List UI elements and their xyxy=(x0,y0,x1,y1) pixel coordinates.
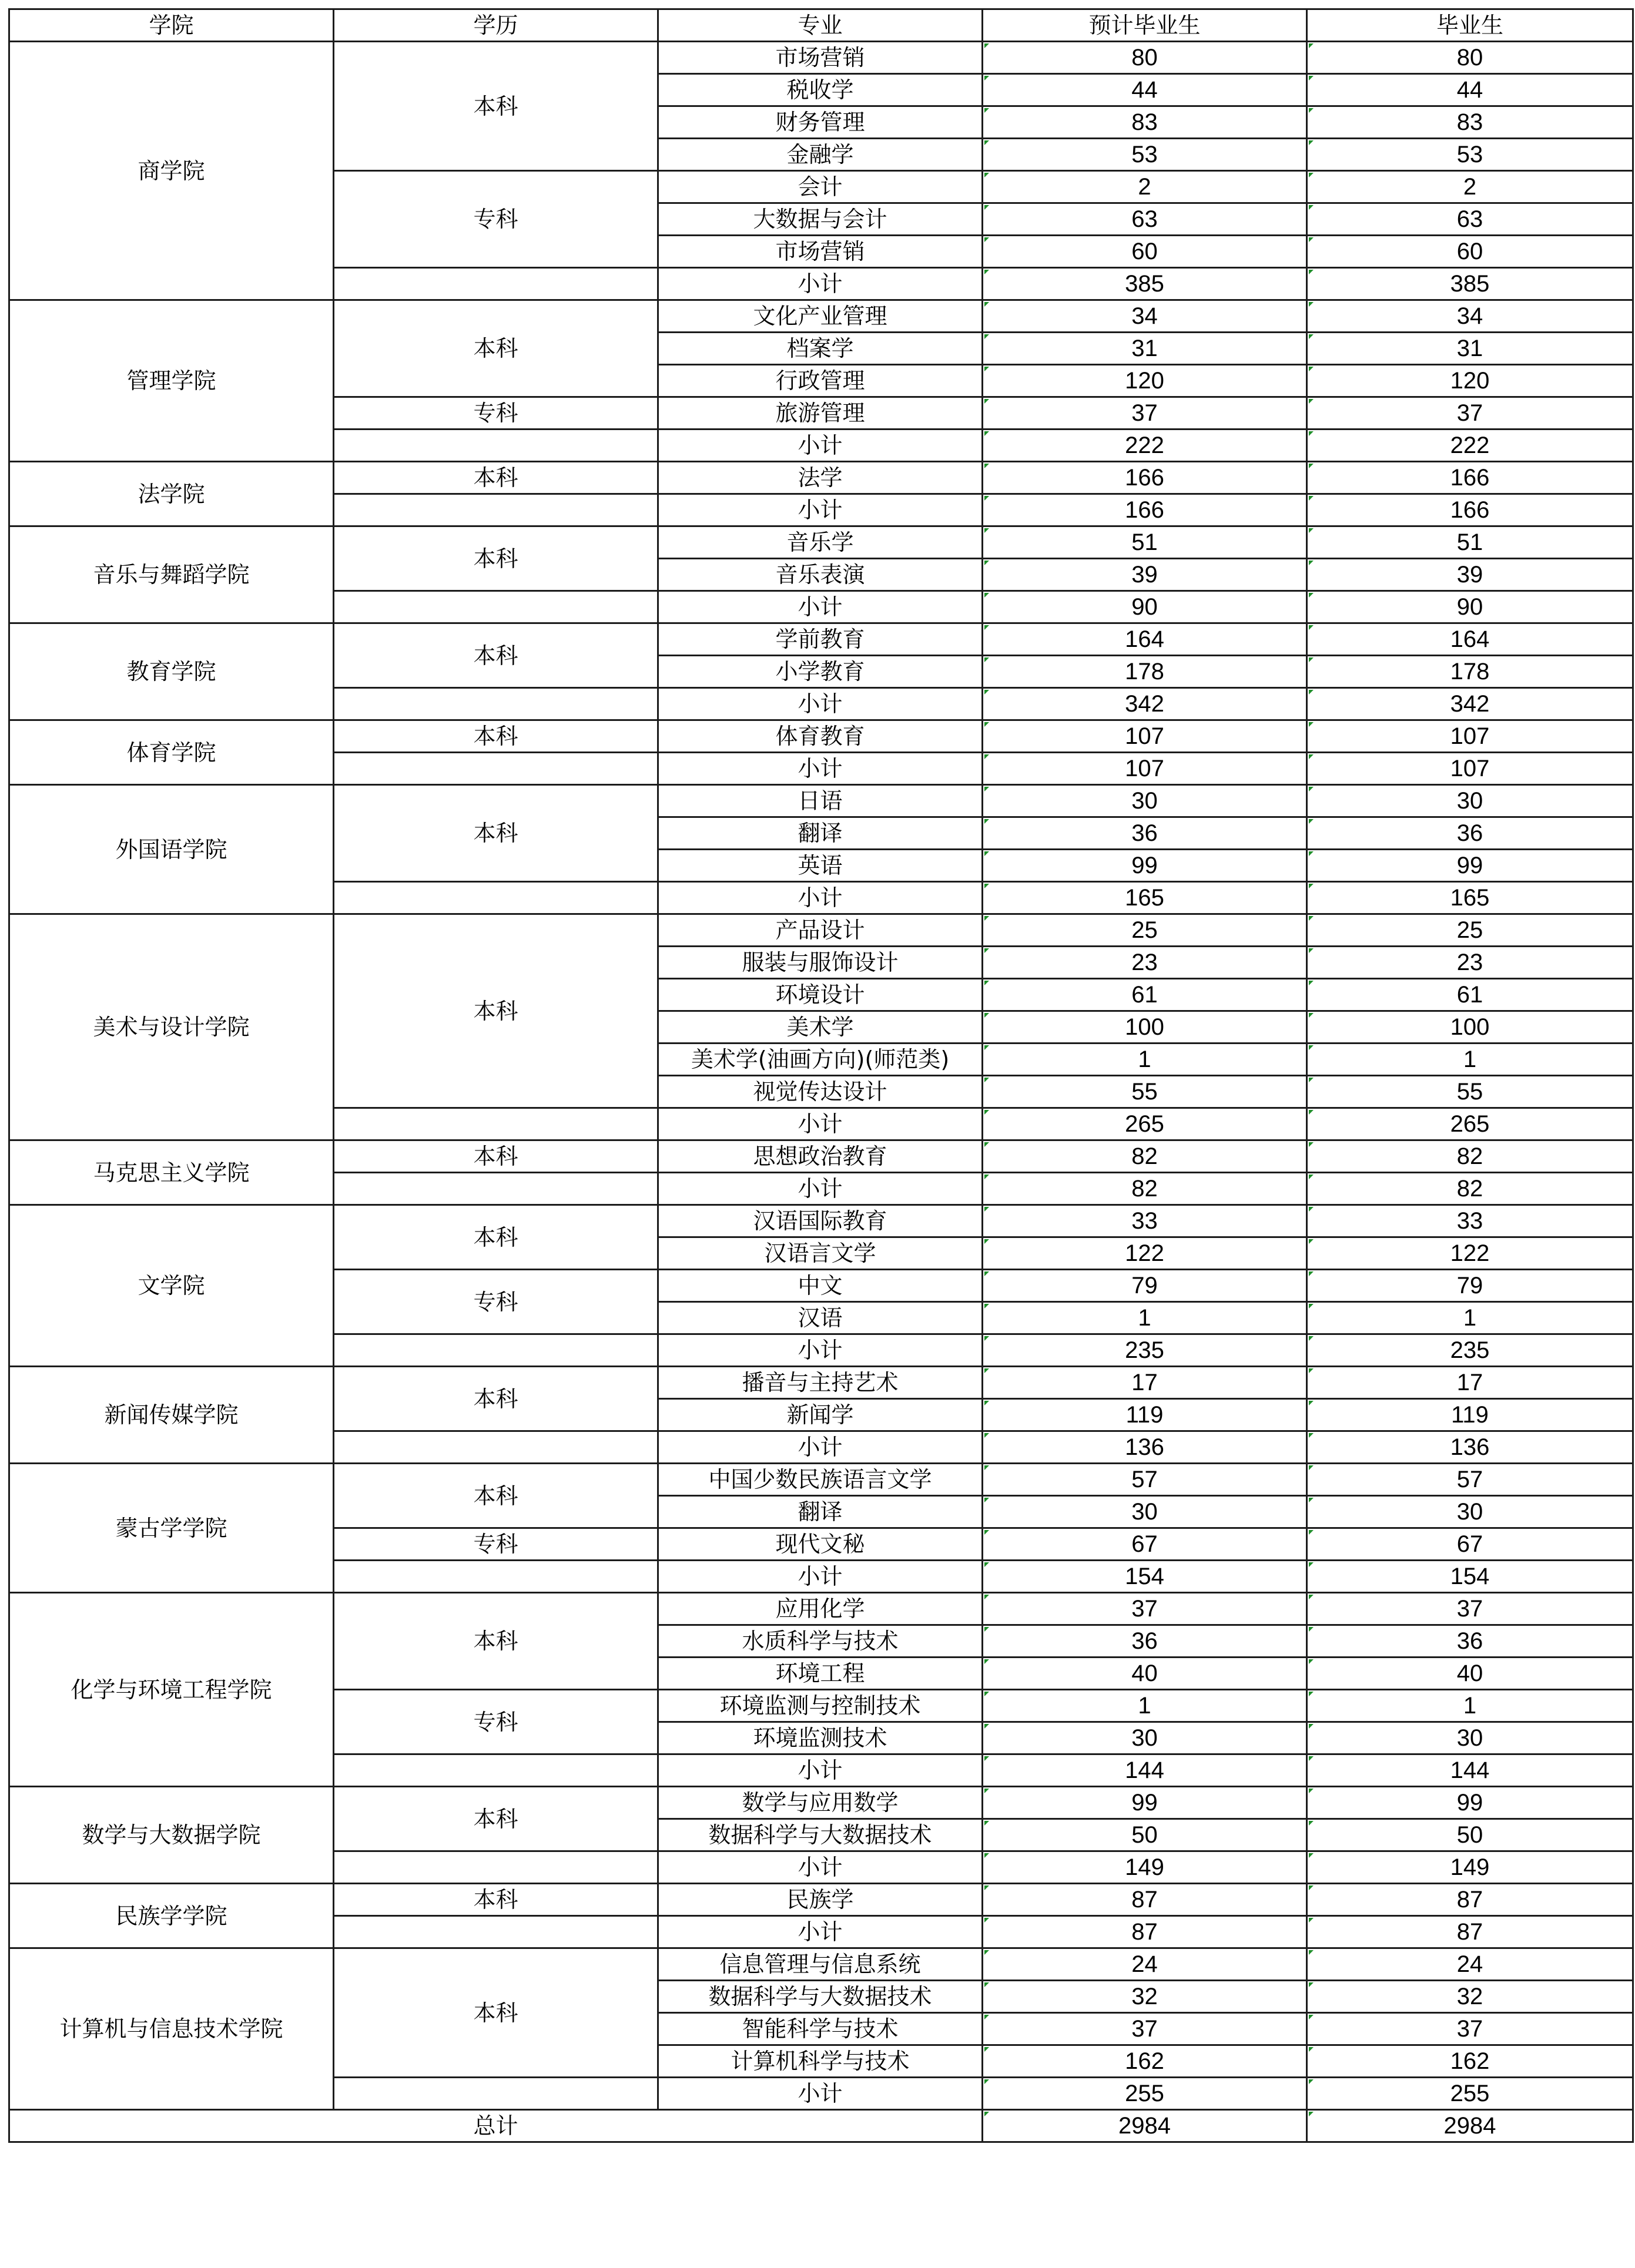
level-cell[interactable]: 本科 xyxy=(334,1948,658,2078)
actual-cell[interactable]: 82 xyxy=(1307,1140,1633,1173)
subtotal-expected[interactable]: 166 xyxy=(983,494,1307,526)
actual-cell[interactable]: 30 xyxy=(1307,785,1633,817)
table-row xyxy=(9,785,1633,817)
level-cell[interactable]: 专科 xyxy=(334,1270,658,1334)
actual-cell[interactable]: 25 xyxy=(1307,914,1633,947)
college-cell[interactable]: 教育学院 xyxy=(9,623,334,720)
major-cell[interactable]: 产品设计 xyxy=(658,914,983,947)
expected-cell[interactable]: 57 xyxy=(983,1464,1307,1496)
actual-cell[interactable]: 55 xyxy=(1307,1076,1633,1108)
expected-cell[interactable]: 34 xyxy=(983,300,1307,333)
expected-cell[interactable]: 39 xyxy=(983,559,1307,591)
expected-cell[interactable]: 17 xyxy=(983,1367,1307,1399)
level-cell[interactable]: 专科 xyxy=(334,1690,658,1754)
expected-cell[interactable]: 36 xyxy=(983,817,1307,850)
actual-cell[interactable]: 36 xyxy=(1307,817,1633,850)
major-cell[interactable]: 思想政治教育 xyxy=(658,1140,983,1173)
expected-cell[interactable]: 79 xyxy=(983,1270,1307,1302)
subtotal-level-cell[interactable] xyxy=(334,882,658,914)
level-cell[interactable]: 本科 xyxy=(334,1593,658,1690)
major-cell[interactable]: 播音与主持艺术 xyxy=(658,1367,983,1399)
major-cell[interactable]: 服装与服饰设计 xyxy=(658,947,983,979)
major-cell[interactable]: 民族学 xyxy=(658,1884,983,1916)
subtotal-expected[interactable]: 144 xyxy=(983,1754,1307,1787)
college-cell[interactable]: 化学与环境工程学院 xyxy=(9,1593,334,1787)
actual-cell[interactable]: 87 xyxy=(1307,1884,1633,1916)
major-cell[interactable]: 音乐表演 xyxy=(658,559,983,591)
major-cell[interactable]: 学前教育 xyxy=(658,623,983,656)
major-cell[interactable]: 汉语言文学 xyxy=(658,1237,983,1270)
actual-cell[interactable]: 83 xyxy=(1307,106,1633,139)
total-expected[interactable]: 2984 xyxy=(983,2110,1307,2142)
expected-cell[interactable]: 166 xyxy=(983,462,1307,494)
subtotal-label[interactable]: 小计 xyxy=(658,1851,983,1884)
subtotal-actual[interactable]: 165 xyxy=(1307,882,1633,914)
major-cell[interactable]: 音乐学 xyxy=(658,526,983,559)
college-cell[interactable]: 外国语学院 xyxy=(9,785,334,914)
actual-cell[interactable]: 53 xyxy=(1307,139,1633,171)
subtotal-level-cell[interactable] xyxy=(334,591,658,623)
expected-cell[interactable]: 82 xyxy=(983,1140,1307,1173)
header-major[interactable]: 专业 xyxy=(658,9,983,42)
actual-cell[interactable]: 23 xyxy=(1307,947,1633,979)
actual-cell[interactable]: 57 xyxy=(1307,1464,1633,1496)
major-cell[interactable]: 环境监测与控制技术 xyxy=(658,1690,983,1722)
subtotal-expected[interactable]: 87 xyxy=(983,1916,1307,1948)
subtotal-level-cell[interactable] xyxy=(334,1851,658,1884)
subtotal-actual[interactable]: 154 xyxy=(1307,1561,1633,1593)
subtotal-level-cell[interactable] xyxy=(334,1431,658,1464)
level-cell[interactable]: 专科 xyxy=(334,171,658,268)
actual-cell[interactable]: 178 xyxy=(1307,656,1633,688)
expected-cell[interactable]: 24 xyxy=(983,1948,1307,1981)
major-cell[interactable]: 英语 xyxy=(658,850,983,882)
subtotal-label[interactable]: 小计 xyxy=(658,1754,983,1787)
subtotal-level-cell[interactable] xyxy=(334,2078,658,2110)
table-row xyxy=(9,526,1633,559)
actual-cell[interactable]: 51 xyxy=(1307,526,1633,559)
major-cell[interactable]: 汉语 xyxy=(658,1302,983,1334)
subtotal-level-cell[interactable] xyxy=(334,430,658,462)
actual-cell[interactable]: 107 xyxy=(1307,720,1633,753)
major-cell[interactable]: 财务管理 xyxy=(658,106,983,139)
major-cell[interactable]: 环境设计 xyxy=(658,979,983,1011)
expected-cell[interactable]: 31 xyxy=(983,333,1307,365)
level-cell[interactable]: 本科 xyxy=(334,1787,658,1851)
actual-cell[interactable]: 33 xyxy=(1307,1205,1633,1237)
table-row xyxy=(9,914,1633,947)
subtotal-expected[interactable]: 165 xyxy=(983,882,1307,914)
college-cell[interactable]: 文学院 xyxy=(9,1205,334,1367)
actual-cell[interactable]: 99 xyxy=(1307,1787,1633,1819)
expected-cell[interactable]: 55 xyxy=(983,1076,1307,1108)
table-row xyxy=(9,1593,1633,1625)
subtotal-level-cell[interactable] xyxy=(334,1108,658,1140)
expected-cell[interactable]: 37 xyxy=(983,2013,1307,2045)
expected-cell[interactable]: 87 xyxy=(983,1884,1307,1916)
header-college[interactable]: 学院 xyxy=(9,9,334,42)
expected-cell[interactable]: 44 xyxy=(983,74,1307,106)
subtotal-label[interactable]: 小计 xyxy=(658,1334,983,1367)
subtotal-label[interactable]: 小计 xyxy=(658,688,983,720)
subtotal-label[interactable]: 小计 xyxy=(658,753,983,785)
expected-cell[interactable]: 162 xyxy=(983,2045,1307,2078)
total-actual[interactable]: 2984 xyxy=(1307,2110,1633,2142)
level-cell[interactable]: 本科 xyxy=(334,785,658,882)
level-cell[interactable]: 本科 xyxy=(334,1140,658,1173)
actual-cell[interactable]: 1 xyxy=(1307,1690,1633,1722)
major-cell[interactable]: 大数据与会计 xyxy=(658,203,983,236)
level-cell[interactable]: 本科 xyxy=(334,300,658,397)
subtotal-label[interactable]: 小计 xyxy=(658,1108,983,1140)
subtotal-label[interactable]: 小计 xyxy=(658,430,983,462)
actual-cell[interactable]: 61 xyxy=(1307,979,1633,1011)
expected-cell[interactable]: 50 xyxy=(983,1819,1307,1851)
actual-cell[interactable]: 37 xyxy=(1307,397,1633,430)
subtotal-expected[interactable]: 149 xyxy=(983,1851,1307,1884)
subtotal-label[interactable]: 小计 xyxy=(658,591,983,623)
expected-cell[interactable]: 32 xyxy=(983,1981,1307,2013)
expected-cell[interactable]: 25 xyxy=(983,914,1307,947)
expected-cell[interactable]: 2 xyxy=(983,171,1307,203)
level-cell[interactable]: 本科 xyxy=(334,526,658,591)
subtotal-expected[interactable]: 385 xyxy=(983,268,1307,300)
expected-cell[interactable]: 119 xyxy=(983,1399,1307,1431)
actual-cell[interactable]: 40 xyxy=(1307,1658,1633,1690)
table-body xyxy=(9,42,1633,2110)
level-cell[interactable]: 专科 xyxy=(334,397,658,430)
actual-cell[interactable]: 30 xyxy=(1307,1722,1633,1754)
expected-cell[interactable]: 30 xyxy=(983,1722,1307,1754)
major-cell[interactable]: 中国少数民族语言文学 xyxy=(658,1464,983,1496)
major-cell[interactable]: 会计 xyxy=(658,171,983,203)
actual-cell[interactable]: 60 xyxy=(1307,236,1633,268)
major-cell[interactable]: 环境监测技术 xyxy=(658,1722,983,1754)
expected-cell[interactable]: 30 xyxy=(983,785,1307,817)
expected-cell[interactable]: 60 xyxy=(983,236,1307,268)
major-cell[interactable]: 金融学 xyxy=(658,139,983,171)
major-cell[interactable]: 数据科学与大数据技术 xyxy=(658,1819,983,1851)
subtotal-expected[interactable]: 107 xyxy=(983,753,1307,785)
major-cell[interactable]: 美术学(油画方向)(师范类) xyxy=(658,1044,983,1076)
college-cell[interactable]: 体育学院 xyxy=(9,720,334,785)
expected-cell[interactable]: 51 xyxy=(983,526,1307,559)
level-cell[interactable]: 本科 xyxy=(334,1367,658,1431)
subtotal-expected[interactable]: 222 xyxy=(983,430,1307,462)
subtotal-actual[interactable]: 265 xyxy=(1307,1108,1633,1140)
expected-cell[interactable]: 36 xyxy=(983,1625,1307,1658)
expected-cell[interactable]: 1 xyxy=(983,1302,1307,1334)
expected-cell[interactable]: 23 xyxy=(983,947,1307,979)
subtotal-expected[interactable]: 255 xyxy=(983,2078,1307,2110)
table-row xyxy=(9,1140,1633,1173)
college-cell[interactable]: 马克思主义学院 xyxy=(9,1140,334,1205)
header-level[interactable]: 学历 xyxy=(334,9,658,42)
actual-cell[interactable]: 44 xyxy=(1307,74,1633,106)
actual-cell[interactable]: 30 xyxy=(1307,1496,1633,1528)
expected-cell[interactable]: 61 xyxy=(983,979,1307,1011)
expected-cell[interactable]: 37 xyxy=(983,397,1307,430)
major-cell[interactable]: 数学与应用数学 xyxy=(658,1787,983,1819)
major-cell[interactable]: 环境工程 xyxy=(658,1658,983,1690)
college-cell[interactable]: 民族学学院 xyxy=(9,1884,334,1948)
college-cell[interactable]: 蒙古学学院 xyxy=(9,1464,334,1593)
major-cell[interactable]: 数据科学与大数据技术 xyxy=(658,1981,983,2013)
subtotal-actual[interactable]: 342 xyxy=(1307,688,1633,720)
expected-cell[interactable]: 37 xyxy=(983,1593,1307,1625)
college-cell[interactable]: 数学与大数据学院 xyxy=(9,1787,334,1884)
actual-cell[interactable]: 1 xyxy=(1307,1302,1633,1334)
level-cell[interactable]: 专科 xyxy=(334,1528,658,1561)
major-cell[interactable]: 计算机科学与技术 xyxy=(658,2045,983,2078)
level-cell[interactable]: 本科 xyxy=(334,1464,658,1528)
subtotal-label[interactable]: 小计 xyxy=(658,2078,983,2110)
major-cell[interactable]: 现代文秘 xyxy=(658,1528,983,1561)
expected-cell[interactable]: 1 xyxy=(983,1690,1307,1722)
subtotal-actual[interactable]: 107 xyxy=(1307,753,1633,785)
major-cell[interactable]: 小学教育 xyxy=(658,656,983,688)
actual-cell[interactable]: 99 xyxy=(1307,850,1633,882)
subtotal-label[interactable]: 小计 xyxy=(658,1916,983,1948)
table-row xyxy=(9,1205,1633,1237)
table-row xyxy=(9,1787,1633,1819)
subtotal-actual[interactable]: 144 xyxy=(1307,1754,1633,1787)
expected-cell[interactable]: 99 xyxy=(983,850,1307,882)
expected-cell[interactable]: 178 xyxy=(983,656,1307,688)
actual-cell[interactable]: 37 xyxy=(1307,1593,1633,1625)
actual-cell[interactable]: 120 xyxy=(1307,365,1633,397)
subtotal-level-cell[interactable] xyxy=(334,1916,658,1948)
college-cell[interactable]: 法学院 xyxy=(9,462,334,526)
actual-cell[interactable]: 24 xyxy=(1307,1948,1633,1981)
actual-cell[interactable]: 100 xyxy=(1307,1011,1633,1044)
table-row xyxy=(9,623,1633,656)
subtotal-expected[interactable]: 90 xyxy=(983,591,1307,623)
college-cell[interactable]: 美术与设计学院 xyxy=(9,914,334,1140)
major-cell[interactable]: 档案学 xyxy=(658,333,983,365)
subtotal-actual[interactable]: 82 xyxy=(1307,1173,1633,1205)
subtotal-expected[interactable]: 154 xyxy=(983,1561,1307,1593)
subtotal-expected[interactable]: 136 xyxy=(983,1431,1307,1464)
subtotal-level-cell[interactable] xyxy=(334,1754,658,1787)
actual-cell[interactable]: 1 xyxy=(1307,1044,1633,1076)
expected-cell[interactable]: 67 xyxy=(983,1528,1307,1561)
table-row xyxy=(9,462,1633,494)
major-cell[interactable]: 市场营销 xyxy=(658,236,983,268)
level-cell[interactable]: 本科 xyxy=(334,42,658,171)
level-cell[interactable]: 本科 xyxy=(334,462,658,494)
expected-cell[interactable]: 107 xyxy=(983,720,1307,753)
actual-cell[interactable]: 50 xyxy=(1307,1819,1633,1851)
actual-cell[interactable]: 2 xyxy=(1307,171,1633,203)
major-cell[interactable]: 汉语国际教育 xyxy=(658,1205,983,1237)
subtotal-label[interactable]: 小计 xyxy=(658,1431,983,1464)
expected-cell[interactable]: 122 xyxy=(983,1237,1307,1270)
expected-cell[interactable]: 40 xyxy=(983,1658,1307,1690)
subtotal-level-cell[interactable] xyxy=(334,1334,658,1367)
actual-cell[interactable]: 36 xyxy=(1307,1625,1633,1658)
total-label[interactable]: 总计 xyxy=(9,2110,983,2142)
actual-cell[interactable]: 63 xyxy=(1307,203,1633,236)
expected-cell[interactable]: 30 xyxy=(983,1496,1307,1528)
actual-cell[interactable]: 31 xyxy=(1307,333,1633,365)
subtotal-label[interactable]: 小计 xyxy=(658,882,983,914)
header-actual[interactable]: 毕业生 xyxy=(1307,9,1633,42)
level-cell[interactable]: 本科 xyxy=(334,1884,658,1916)
total-row xyxy=(9,2110,1633,2142)
subtotal-expected[interactable]: 342 xyxy=(983,688,1307,720)
actual-cell[interactable]: 67 xyxy=(1307,1528,1633,1561)
expected-cell[interactable]: 53 xyxy=(983,139,1307,171)
expected-cell[interactable]: 120 xyxy=(983,365,1307,397)
expected-cell[interactable]: 83 xyxy=(983,106,1307,139)
subtotal-actual[interactable]: 149 xyxy=(1307,1851,1633,1884)
actual-cell[interactable]: 119 xyxy=(1307,1399,1633,1431)
graduates-spreadsheet xyxy=(8,8,1632,2262)
subtotal-level-cell[interactable] xyxy=(334,753,658,785)
actual-cell[interactable]: 34 xyxy=(1307,300,1633,333)
major-cell[interactable]: 日语 xyxy=(658,785,983,817)
actual-cell[interactable]: 162 xyxy=(1307,2045,1633,2078)
level-cell[interactable]: 本科 xyxy=(334,720,658,753)
subtotal-level-cell[interactable] xyxy=(334,688,658,720)
actual-cell[interactable]: 80 xyxy=(1307,42,1633,74)
expected-cell[interactable]: 164 xyxy=(983,623,1307,656)
table-row xyxy=(9,1884,1633,1916)
actual-cell[interactable]: 166 xyxy=(1307,462,1633,494)
subtotal-level-cell[interactable] xyxy=(334,1173,658,1205)
major-cell[interactable]: 中文 xyxy=(658,1270,983,1302)
major-cell[interactable]: 旅游管理 xyxy=(658,397,983,430)
actual-cell[interactable]: 79 xyxy=(1307,1270,1633,1302)
level-cell[interactable]: 本科 xyxy=(334,623,658,688)
college-cell[interactable]: 新闻传媒学院 xyxy=(9,1367,334,1464)
major-cell[interactable]: 行政管理 xyxy=(658,365,983,397)
table-row xyxy=(9,1948,1633,1981)
expected-cell[interactable]: 80 xyxy=(983,42,1307,74)
major-cell[interactable]: 市场营销 xyxy=(658,42,983,74)
major-cell[interactable]: 水质科学与技术 xyxy=(658,1625,983,1658)
college-cell[interactable]: 音乐与舞蹈学院 xyxy=(9,526,334,623)
subtotal-actual[interactable]: 136 xyxy=(1307,1431,1633,1464)
subtotal-expected[interactable]: 82 xyxy=(983,1173,1307,1205)
subtotal-level-cell[interactable] xyxy=(334,494,658,526)
expected-cell[interactable]: 1 xyxy=(983,1044,1307,1076)
level-cell[interactable]: 本科 xyxy=(334,1205,658,1270)
subtotal-actual[interactable]: 235 xyxy=(1307,1334,1633,1367)
subtotal-label[interactable]: 小计 xyxy=(658,494,983,526)
actual-cell[interactable]: 39 xyxy=(1307,559,1633,591)
level-cell[interactable]: 本科 xyxy=(334,914,658,1108)
subtotal-label[interactable]: 小计 xyxy=(658,268,983,300)
major-cell[interactable]: 新闻学 xyxy=(658,1399,983,1431)
subtotal-actual[interactable]: 90 xyxy=(1307,591,1633,623)
major-cell[interactable]: 应用化学 xyxy=(658,1593,983,1625)
subtotal-expected[interactable]: 265 xyxy=(983,1108,1307,1140)
table-row xyxy=(9,720,1633,753)
major-cell[interactable]: 翻译 xyxy=(658,1496,983,1528)
table-row xyxy=(9,1367,1633,1399)
expected-cell[interactable]: 33 xyxy=(983,1205,1307,1237)
actual-cell[interactable]: 17 xyxy=(1307,1367,1633,1399)
expected-cell[interactable]: 63 xyxy=(983,203,1307,236)
major-cell[interactable]: 税收学 xyxy=(658,74,983,106)
graduates-table xyxy=(8,8,1634,2143)
major-cell[interactable]: 法学 xyxy=(658,462,983,494)
actual-cell[interactable]: 164 xyxy=(1307,623,1633,656)
subtotal-actual[interactable]: 255 xyxy=(1307,2078,1633,2110)
subtotal-label[interactable]: 小计 xyxy=(658,1173,983,1205)
header-row xyxy=(9,9,1633,42)
subtotal-actual[interactable]: 222 xyxy=(1307,430,1633,462)
college-cell[interactable]: 计算机与信息技术学院 xyxy=(9,1948,334,2110)
table-row xyxy=(9,42,1633,74)
actual-cell[interactable]: 32 xyxy=(1307,1981,1633,2013)
subtotal-actual[interactable]: 87 xyxy=(1307,1916,1633,1948)
expected-cell[interactable]: 100 xyxy=(983,1011,1307,1044)
major-cell[interactable]: 视觉传达设计 xyxy=(658,1076,983,1108)
college-cell[interactable]: 管理学院 xyxy=(9,300,334,462)
major-cell[interactable]: 信息管理与信息系统 xyxy=(658,1948,983,1981)
major-cell[interactable]: 美术学 xyxy=(658,1011,983,1044)
major-cell[interactable]: 智能科学与技术 xyxy=(658,2013,983,2045)
subtotal-expected[interactable]: 235 xyxy=(983,1334,1307,1367)
major-cell[interactable]: 文化产业管理 xyxy=(658,300,983,333)
actual-cell[interactable]: 37 xyxy=(1307,2013,1633,2045)
subtotal-label[interactable]: 小计 xyxy=(658,1561,983,1593)
subtotal-actual[interactable]: 166 xyxy=(1307,494,1633,526)
table-row xyxy=(9,1464,1633,1496)
subtotal-level-cell[interactable] xyxy=(334,1561,658,1593)
college-cell[interactable]: 商学院 xyxy=(9,42,334,300)
subtotal-actual[interactable]: 385 xyxy=(1307,268,1633,300)
major-cell[interactable]: 体育教育 xyxy=(658,720,983,753)
major-cell[interactable]: 翻译 xyxy=(658,817,983,850)
expected-cell[interactable]: 99 xyxy=(983,1787,1307,1819)
subtotal-level-cell[interactable] xyxy=(334,268,658,300)
header-expected[interactable]: 预计毕业生 xyxy=(983,9,1307,42)
actual-cell[interactable]: 122 xyxy=(1307,1237,1633,1270)
table-row xyxy=(9,300,1633,333)
